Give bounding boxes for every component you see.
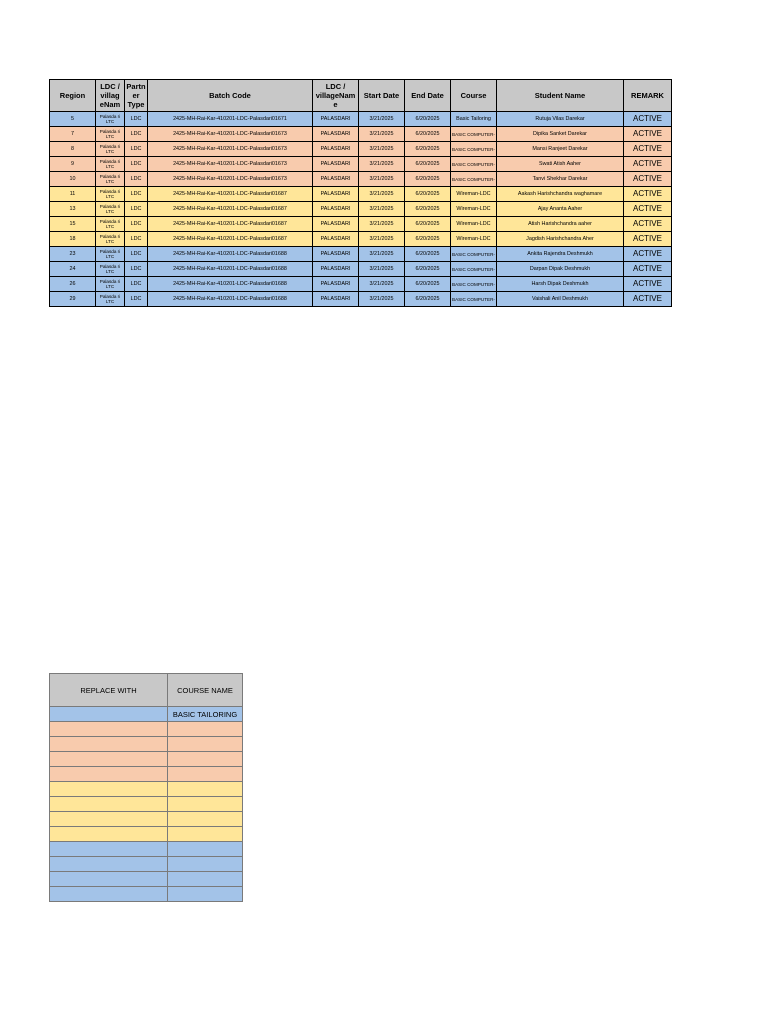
cell-start-date: 3/21/2025 [359, 157, 405, 172]
cell-course-name [168, 887, 243, 902]
cell-replace-with [50, 887, 168, 902]
cell-course: BASIC COMPUTER- [451, 172, 497, 187]
replace-course-table [49, 673, 243, 902]
cell-partner-type: LDC [125, 277, 148, 292]
cell-start-date: 3/21/2025 [359, 232, 405, 247]
cell-region: 18 [50, 232, 96, 247]
cell-course-name [168, 782, 243, 797]
table-row [50, 232, 672, 247]
cell-remark: ACTIVE [624, 112, 672, 127]
cell-village-name: PALASDARI [313, 127, 359, 142]
cell-ldc-village: Palasda ri LTC [96, 157, 125, 172]
cell-ldc-village: Palasda ri LTC [96, 277, 125, 292]
cell-start-date: 3/21/2025 [359, 127, 405, 142]
cell-village-name: PALASDARI [313, 217, 359, 232]
cell-remark: ACTIVE [624, 187, 672, 202]
replace-row [50, 767, 243, 782]
col-header-course: Course [451, 80, 497, 112]
cell-student-name: Jagdish Harishchandra Aher [497, 232, 624, 247]
cell-village-name: PALASDARI [313, 232, 359, 247]
cell-village-name: PALASDARI [313, 247, 359, 262]
col-header-batch-code: Batch Code [148, 80, 313, 112]
cell-remark: ACTIVE [624, 157, 672, 172]
cell-course-name [168, 872, 243, 887]
col-header-remark: REMARK [624, 80, 672, 112]
cell-course-name [168, 752, 243, 767]
cell-end-date: 6/20/2025 [405, 187, 451, 202]
cell-village-name: PALASDARI [313, 277, 359, 292]
cell-course-name [168, 767, 243, 782]
col-header-region: Region [50, 80, 96, 112]
cell-village-name: PALASDARI [313, 292, 359, 307]
cell-partner-type: LDC [125, 247, 148, 262]
replace-row [50, 812, 243, 827]
cell-start-date: 3/21/2025 [359, 277, 405, 292]
cell-course: BASIC COMPUTER- [451, 127, 497, 142]
cell-replace-with [50, 722, 168, 737]
cell-course-name: BASIC TAILORING [168, 707, 243, 722]
cell-course-name [168, 737, 243, 752]
cell-end-date: 6/20/2025 [405, 247, 451, 262]
replace-row [50, 887, 243, 902]
student-batch-table [49, 79, 672, 307]
cell-student-name: Dipika Sanket Darekar [497, 127, 624, 142]
cell-start-date: 3/21/2025 [359, 112, 405, 127]
cell-batch-code: 2425-MH-Rai-Kar-410201-LDC-Palasdari01687 [148, 217, 313, 232]
cell-region: 24 [50, 262, 96, 277]
cell-ldc-village: Palasda ri LTC [96, 127, 125, 142]
cell-partner-type: LDC [125, 187, 148, 202]
cell-end-date: 6/20/2025 [405, 142, 451, 157]
table-row [50, 247, 672, 262]
col-header-start-date: Start Date [359, 80, 405, 112]
cell-end-date: 6/20/2025 [405, 172, 451, 187]
cell-end-date: 6/20/2025 [405, 292, 451, 307]
cell-replace-with [50, 857, 168, 872]
cell-ldc-village: Palasda ri LTC [96, 262, 125, 277]
col-header-student-name: Student Name [497, 80, 624, 112]
replace-row [50, 797, 243, 812]
table-row [50, 172, 672, 187]
cell-remark: ACTIVE [624, 262, 672, 277]
cell-start-date: 3/21/2025 [359, 217, 405, 232]
cell-partner-type: LDC [125, 127, 148, 142]
replace-header-row [50, 674, 243, 707]
cell-course-name [168, 842, 243, 857]
cell-region: 29 [50, 292, 96, 307]
cell-course: BASIC COMPUTER- [451, 157, 497, 172]
cell-batch-code: 2425-MH-Rai-Kar-410201-LDC-Palasdari01687 [148, 202, 313, 217]
cell-course-name [168, 797, 243, 812]
cell-remark: ACTIVE [624, 277, 672, 292]
cell-ldc-village: Palasda ri LTC [96, 112, 125, 127]
replace-row [50, 722, 243, 737]
cell-region: 10 [50, 172, 96, 187]
cell-student-name: Rutuja Vilas Darekar [497, 112, 624, 127]
cell-village-name: PALASDARI [313, 262, 359, 277]
replace-row [50, 752, 243, 767]
cell-batch-code: 2425-MH-Rai-Kar-410201-LDC-Palasdari01687 [148, 232, 313, 247]
table-row [50, 187, 672, 202]
cell-village-name: PALASDARI [313, 202, 359, 217]
cell-end-date: 6/20/2025 [405, 217, 451, 232]
cell-batch-code: 2425-MH-Rai-Kar-410201-LDC-Palasdari01673 [148, 172, 313, 187]
cell-region: 15 [50, 217, 96, 232]
cell-partner-type: LDC [125, 112, 148, 127]
cell-region: 5 [50, 112, 96, 127]
cell-ldc-village: Palasda ri LTC [96, 187, 125, 202]
cell-course: BASIC COMPUTER- [451, 277, 497, 292]
cell-remark: ACTIVE [624, 217, 672, 232]
cell-course-name [168, 857, 243, 872]
cell-batch-code: 2425-MH-Rai-Kar-410201-LDC-Palasdari01688 [148, 247, 313, 262]
cell-course: Wireman-LDC [451, 217, 497, 232]
cell-batch-code: 2425-MH-Rai-Kar-410201-LDC-Palasdari01688 [148, 277, 313, 292]
cell-student-name: Tanvi Shekhar Darekar [497, 172, 624, 187]
cell-replace-with [50, 767, 168, 782]
cell-student-name: Aakash Harishchandra waghamare [497, 187, 624, 202]
cell-end-date: 6/20/2025 [405, 202, 451, 217]
cell-course: Basic Tailoring [451, 112, 497, 127]
cell-batch-code: 2425-MH-Rai-Kar-410201-LDC-Palasdari01673 [148, 127, 313, 142]
cell-remark: ACTIVE [624, 142, 672, 157]
cell-remark: ACTIVE [624, 172, 672, 187]
cell-replace-with [50, 842, 168, 857]
cell-partner-type: LDC [125, 202, 148, 217]
table-row [50, 292, 672, 307]
cell-remark: ACTIVE [624, 202, 672, 217]
cell-partner-type: LDC [125, 292, 148, 307]
table-row [50, 277, 672, 292]
cell-batch-code: 2425-MH-Rai-Kar-410201-LDC-Palasdari01673 [148, 142, 313, 157]
cell-ldc-village: Palasda ri LTC [96, 247, 125, 262]
cell-partner-type: LDC [125, 217, 148, 232]
cell-batch-code: 2425-MH-Rai-Kar-410201-LDC-Palasdari01671 [148, 112, 313, 127]
cell-region: 23 [50, 247, 96, 262]
cell-ldc-village: Palasda ri LTC [96, 232, 125, 247]
cell-start-date: 3/21/2025 [359, 142, 405, 157]
cell-student-name: Ajay Ananta Aaher [497, 202, 624, 217]
col-header-end-date: End Date [405, 80, 451, 112]
col-header-ldc-village-name: LDC / villageNam e [313, 80, 359, 112]
cell-course-name [168, 722, 243, 737]
header-row [50, 80, 672, 112]
cell-village-name: PALASDARI [313, 157, 359, 172]
cell-start-date: 3/21/2025 [359, 172, 405, 187]
cell-course: Wireman-LDC [451, 187, 497, 202]
cell-village-name: PALASDARI [313, 142, 359, 157]
replace-row [50, 782, 243, 797]
cell-end-date: 6/20/2025 [405, 157, 451, 172]
col-header-replace-with: REPLACE WITH [50, 674, 168, 707]
cell-end-date: 6/20/2025 [405, 232, 451, 247]
cell-replace-with [50, 872, 168, 887]
table-row [50, 127, 672, 142]
cell-remark: ACTIVE [624, 292, 672, 307]
cell-village-name: PALASDARI [313, 112, 359, 127]
cell-batch-code: 2425-MH-Rai-Kar-410201-LDC-Palasdari01687 [148, 187, 313, 202]
cell-start-date: 3/21/2025 [359, 262, 405, 277]
cell-replace-with [50, 812, 168, 827]
cell-partner-type: LDC [125, 232, 148, 247]
cell-ldc-village: Palasda ri LTC [96, 292, 125, 307]
cell-replace-with [50, 782, 168, 797]
replace-row [50, 737, 243, 752]
cell-replace-with [50, 707, 168, 722]
replace-row [50, 707, 243, 722]
cell-end-date: 6/20/2025 [405, 127, 451, 142]
cell-student-name: Vaishali Anil Deshmukh [497, 292, 624, 307]
cell-village-name: PALASDARI [313, 187, 359, 202]
cell-batch-code: 2425-MH-Rai-Kar-410201-LDC-Palasdari01673 [148, 157, 313, 172]
replace-row [50, 857, 243, 872]
cell-student-name: Ankita Rajendra Deshmukh [497, 247, 624, 262]
cell-course-name [168, 812, 243, 827]
cell-partner-type: LDC [125, 157, 148, 172]
replace-row [50, 872, 243, 887]
cell-ldc-village: Palasda ri LTC [96, 142, 125, 157]
table-row [50, 217, 672, 232]
cell-batch-code: 2425-MH-Rai-Kar-410201-LDC-Palasdari01688 [148, 292, 313, 307]
cell-village-name: PALASDARI [313, 172, 359, 187]
table-row [50, 202, 672, 217]
cell-remark: ACTIVE [624, 247, 672, 262]
cell-region: 7 [50, 127, 96, 142]
col-header-partner-type: Partn er Type [125, 80, 148, 112]
col-header-course-name: COURSE NAME [168, 674, 243, 707]
cell-student-name: Mansi Ranjeet Darekar [497, 142, 624, 157]
cell-partner-type: LDC [125, 172, 148, 187]
cell-partner-type: LDC [125, 142, 148, 157]
replace-row [50, 842, 243, 857]
cell-course: Wireman-LDC [451, 232, 497, 247]
student-rows [50, 112, 672, 307]
cell-remark: ACTIVE [624, 232, 672, 247]
cell-remark: ACTIVE [624, 127, 672, 142]
cell-end-date: 6/20/2025 [405, 277, 451, 292]
table-row [50, 142, 672, 157]
cell-replace-with [50, 737, 168, 752]
cell-course: BASIC COMPUTER- [451, 262, 497, 277]
cell-student-name: Atish Harishchandra aaher [497, 217, 624, 232]
cell-region: 26 [50, 277, 96, 292]
cell-course-name [168, 827, 243, 842]
cell-student-name: Swati Atish Aaher [497, 157, 624, 172]
cell-course: BASIC COMPUTER- [451, 292, 497, 307]
cell-region: 11 [50, 187, 96, 202]
table-row [50, 262, 672, 277]
table-row [50, 157, 672, 172]
replace-rows [50, 707, 243, 902]
cell-ldc-village: Palasda ri LTC [96, 172, 125, 187]
cell-start-date: 3/21/2025 [359, 187, 405, 202]
replace-row [50, 827, 243, 842]
cell-region: 9 [50, 157, 96, 172]
cell-student-name: Harsh Dipak Deshmukh [497, 277, 624, 292]
cell-region: 8 [50, 142, 96, 157]
cell-region: 13 [50, 202, 96, 217]
cell-start-date: 3/21/2025 [359, 247, 405, 262]
cell-course: BASIC COMPUTER- [451, 142, 497, 157]
cell-end-date: 6/20/2025 [405, 262, 451, 277]
cell-start-date: 3/21/2025 [359, 292, 405, 307]
cell-ldc-village: Palasda ri LTC [96, 202, 125, 217]
cell-course: Wireman-LDC [451, 202, 497, 217]
cell-partner-type: LDC [125, 262, 148, 277]
cell-student-name: Darpan Dipak Deshmukh [497, 262, 624, 277]
cell-replace-with [50, 797, 168, 812]
cell-end-date: 6/20/2025 [405, 112, 451, 127]
table-row [50, 112, 672, 127]
cell-batch-code: 2425-MH-Rai-Kar-410201-LDC-Palasdari01688 [148, 262, 313, 277]
cell-course: BASIC COMPUTER- [451, 247, 497, 262]
col-header-ldc-village: LDC / villag eNam [96, 80, 125, 112]
cell-replace-with [50, 827, 168, 842]
cell-start-date: 3/21/2025 [359, 202, 405, 217]
cell-ldc-village: Palasda ri LTC [96, 217, 125, 232]
cell-replace-with [50, 752, 168, 767]
